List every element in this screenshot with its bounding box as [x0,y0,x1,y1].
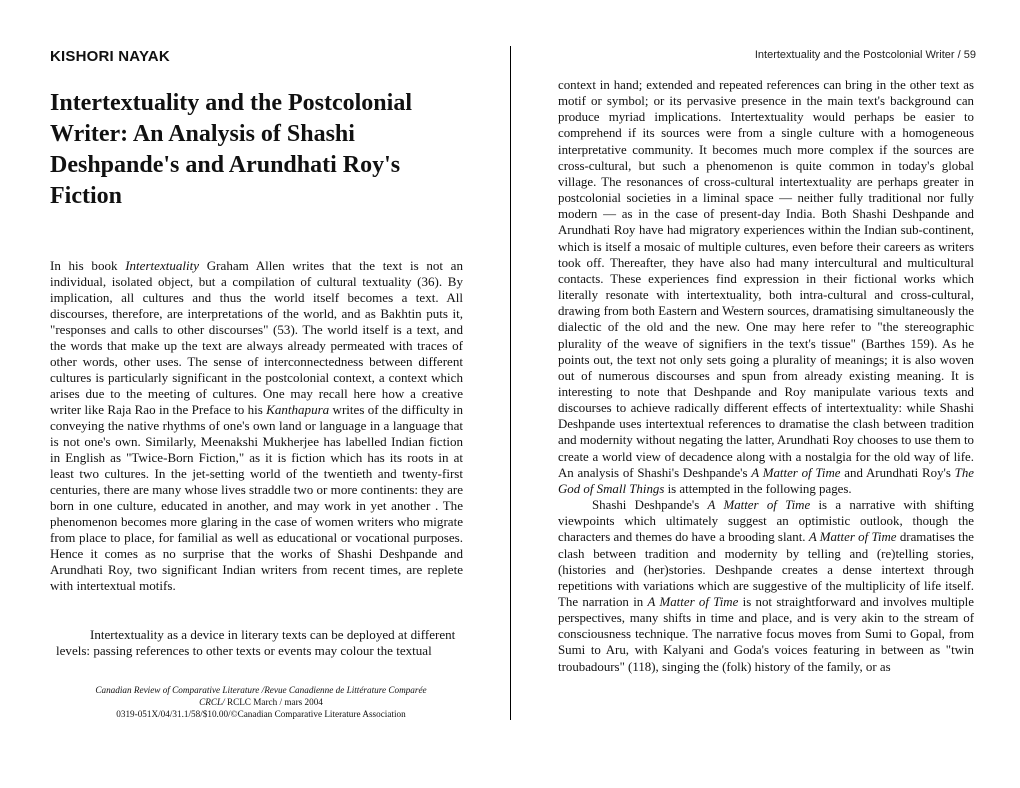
right-paragraph-2: Shashi Deshpande's A Matter of Time is a narrative with shifting viewpoints which ultimately suggest an optimistic outlook, though the characters and themes do have a brooding slant. A Matter of Time dramatises the clash between tradition and modernity by telling and (re)telling stories, (histories and (her)stories. Deshpande creates a dense intertext through repetitions with variations which are suggestive of the multiplicity of life itself. The narration in A Matter of Time is not straightforward and involves multiple perspectives, many shifts in time and place, and is very akin to the stream of consciousness technique. The narrative focus moves from Sumi to Gopal, from Sumi to Aru, with Kalyani and Goda's voices featuring in between as "twin troubadours" (118), singing the (folk) history of the family, or as [558,498,975,674]
author-name: KISHORI NAYAK [50,48,170,65]
footer-issue: CRCL/ RCLC March / mars 2004 [199,697,323,707]
page-gutter-divider [510,46,511,720]
journal-footer [56,684,466,720]
footer-journal-title: Canadian Review of Comparative Literature /Revue Canadienne de Littérature Comparée [95,685,427,695]
right-paragraph-1: context in hand; extended and repeated references can bring in the other text as motif or symbol; or its pervasive presence in the main text's background can produce myriad implications. Intertextuality would perhaps be easier to comprehend if its sources were from a single culture with a homogeneous interpretative community. It becomes much more complex if the sources are cross-cultural, but such a phenomenon is quite common in today's global village. The resonances of cross-cultural intertextuality are perhaps greater in postcolonial societies in a liminal space — neither fully traditional nor fully modern — as in the case of present-day India. Both Shashi Deshpande and Arundhati Roy have had migratory experiences within the Indian sub-continent, which is itself a mosaic of multiple cultures, even before their careers as writers took off. Thereafter, they have also had many intercultural and multicultural contacts. These experiences find expression in their fictional works which literally resonate with intertextuality, both intra-cultural and cross-cultural, drawing from both Eastern and Western sources, dramatising simultaneously the dialectic of the old and the new. One may here refer to "the stereographic plurality of the weave of signifiers in the text's tissue" (Barthes 159). As he points out, the text not only sets going a plurality of meanings; it is also woven out of numerous discourses and spun from already existing meaning. It is interesting to note that Deshpande and Roy manipulate various texts and discourses to achieve radically different effects of intertextuality: while Shashi Deshpande uses intertextual references to dramatise the clash between tradition and modernity without negating the latter, Arundhati Roy chooses to use them to create a world view of decadence along with a nostalgia for the old way of life. An analysis of Shashi's Deshpande's A Matter of Time and Arundhati Roy's The God of Small Things is attempted in the following pages. [558,78,974,496]
left-paragraph-1: In his book Intertextuality Graham Allen writes that the text is not an individual, isolated object, but a compilation of cultural textuality (36). By implication, all cultures and thus the world itself becomes a text. All discourses, therefore, are interpretations of the world, and as Bakhtin puts it, "responses and calls to other discourses" (53). The world itself is a text, and the words that make up the text are always already permeated with traces of other words, other uses. The sense of interconnectedness between different cultures is particularly significant in the postcolonial context, a context which arises due to the meeting of cultures. One may recall here how a creative writer like Raja Rao in the Preface to his Kanthapura writes of the difficulty in conveying the native rhythms of one's own land or language in a language that is not one's own. Similarly, Meenakshi Mukherjee has labelled Indian fiction in English as "Twice-Born Fiction," as it is fiction which has its roots in at least two cultures. In the jet-setting world of the twentieth and twenty-first centuries, there are many whose lives straddle two or more continents: they are born in one culture, educated in another, and may work in yet another . The phenomenon becomes more glaring in the case of women writers who migrate from place to place, for familial as well as educational or vocational purposes. Hence it comes as no surprise that the works of Shashi Deshpande and Arundhati Roy, two significant Indian writers from recent times, are replete with intertextual motifs. [50,258,463,593]
footer-copyright: 0319-051X/04/31.1/58/$10.00/©Canadian Comparative Literature Association [116,709,406,719]
right-body-text [558,77,974,675]
article-title: Intertextuality and the Postcolonial Writer: An Analysis of Shashi Deshpande's and Arundhati Roy's Fiction [50,90,412,209]
left-paragraph-2: Intertextuality as a device in literary texts can be deployed at different levels: passing references to other texts or events may colour the textual [56,627,456,658]
right-page [512,0,1020,788]
left-body-text [50,258,463,594]
running-head: Intertextuality and the Postcolonial Writer / 59 [754,49,976,61]
